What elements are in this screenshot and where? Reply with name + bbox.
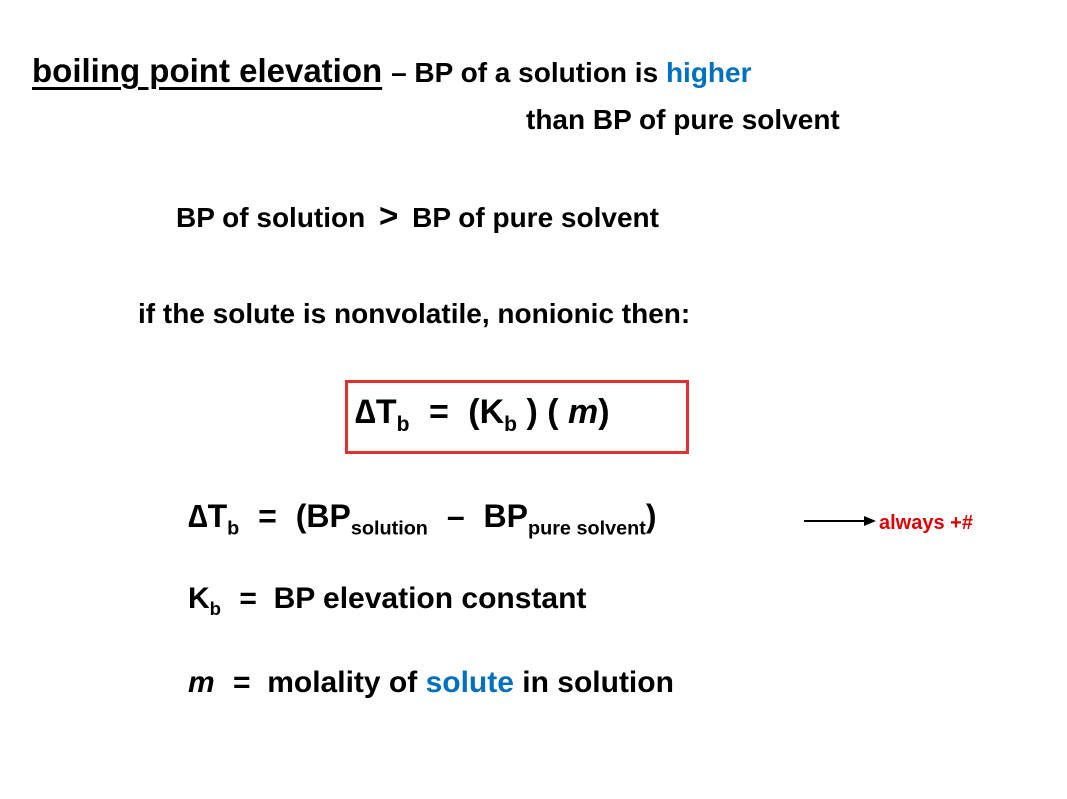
m-definition [188,666,674,700]
m-close: ) [598,393,610,431]
condition-text: if the solute is nonvolatile, nonionic then: [138,298,691,329]
k-symbol: K [188,582,210,615]
kb-subscript-b: b [209,598,222,620]
subscript-solution: solution [350,517,428,540]
always-positive-note: always +# [879,512,973,534]
heading-line-1 [32,52,752,90]
kb-close: ) [526,393,538,431]
heading-highlight-higher: higher [665,57,752,88]
kb-definition [188,582,587,620]
subscript-b: b [227,517,240,540]
equals-sign: = [258,498,277,534]
subscript-b: b [396,413,410,436]
m-definition-text: = molality of [233,666,426,699]
comparison-left: BP of solution [176,202,366,233]
m-definition-tail: in solution [513,666,674,699]
m-symbol: m [568,393,599,431]
comparison-statement [176,197,659,235]
formula-delta-tb-difference [188,498,657,540]
right-arrow-icon [804,514,876,528]
t-symbol: T [375,393,397,431]
m-open: ( [547,393,559,431]
kb-definition-text: = BP elevation constant [239,582,587,615]
subscript-pure-solvent: pure solvent [527,517,646,540]
t-symbol: T [207,498,228,534]
kb-subscript-b: b [504,413,518,436]
minus-sign: – [446,498,465,534]
equals-sign: = [428,393,449,431]
heading-dash: – [391,57,407,88]
heading-line1-text: BP of a solution is [414,57,666,88]
bp-pure: BP [483,498,528,534]
greater-than-symbol: > [379,197,399,234]
delta-symbol: ∆ [188,498,208,534]
kb-open: (K [468,393,505,431]
delta-symbol: ∆ [355,393,376,431]
heading-line-2: than BP of pure solvent [526,104,840,135]
heading-title: boiling point elevation [32,52,383,89]
comparison-right: BP of pure solvent [412,202,659,233]
close-paren: ) [645,498,657,534]
m-symbol: m [188,666,215,699]
bp-solution-open: (BP [295,498,351,534]
formula-delta-tb-kb-m [355,393,610,436]
solute-highlight: solute [425,666,514,699]
